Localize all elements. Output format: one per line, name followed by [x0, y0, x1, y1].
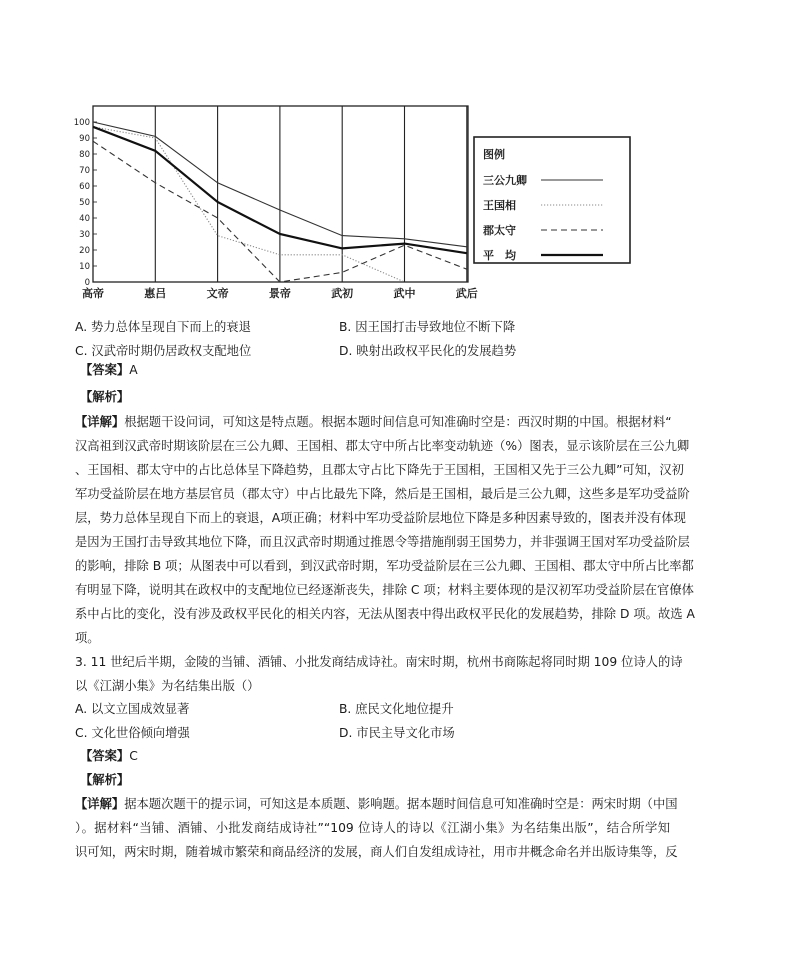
answer-value: A	[129, 363, 138, 377]
q3-answer: 【答案】C	[80, 749, 138, 763]
y-tick-label: 60	[79, 182, 90, 192]
q3-detail: 【详解】据本题次题干的提示词，可知这是本质题、影响题。据本题时间信息可知准确时空是：两宋时期（中国 ）。据材料“当铺、酒铺、小批发商结成诗社”“109 位诗人的诗以《江湖小集》为名结集出版”，结合所学知 识可知，两宋时期，随着城市繁荣和商品经济的发展，商人们自发组成诗社，用市井概念命名并出版诗集等，反	[75, 797, 678, 859]
y-tick-label: 70	[79, 166, 90, 176]
q3-option-d[interactable]: D. 市民主导文化市场	[339, 726, 455, 740]
chart-frame	[93, 106, 468, 282]
q3-option-b[interactable]: B. 庶民文化地位提升	[339, 702, 454, 716]
legend-label-0: 三公九卿	[483, 174, 527, 187]
y-tick-label: 80	[79, 150, 90, 160]
q2-option-b[interactable]: B. 因王国打击导致地位不断下降	[339, 320, 516, 334]
plot-border	[93, 106, 468, 282]
x-tick-label: 武初	[331, 287, 354, 300]
line-chart	[73, 101, 478, 306]
q3-option-a[interactable]: A. 以文立国成效显著	[75, 702, 190, 716]
x-tick-label: 高帝	[82, 287, 104, 300]
q2-answer	[80, 362, 138, 378]
x-axis	[82, 286, 478, 300]
y-tick-label: 0	[84, 278, 90, 288]
series-line-1	[93, 127, 405, 282]
q2-option-d[interactable]: D. 映射出政权平民化的发展趋势	[339, 344, 517, 358]
y-tick-label: 30	[79, 230, 90, 240]
q3-analysis-tag: 【解析】	[80, 773, 130, 787]
q3-option-c[interactable]: C. 文化世俗倾向增强	[75, 726, 190, 740]
y-tick-label: 20	[79, 246, 90, 256]
q2-analysis-tag: 【解析】	[80, 390, 130, 404]
answer-tag: 【答案】	[80, 363, 130, 377]
y-tick-label: 90	[79, 134, 90, 144]
legend-title: 图例	[483, 148, 505, 161]
q2-option-a[interactable]: A. 势力总体呈现自下而上的衰退	[75, 320, 251, 334]
y-tick-label: 40	[79, 214, 90, 224]
q3-stem: 3. 11 世纪后半期，金陵的当铺、酒铺、小批发商结成诗社。南宋时期，杭州书商陈起将同时期 109 位诗人的诗 以《江湖小集》为名结集出版（）	[75, 655, 683, 693]
y-tick-label: 100	[73, 118, 90, 128]
x-tick-label: 惠吕	[144, 287, 167, 300]
x-tick-label: 武中	[393, 287, 416, 300]
x-tick-label: 武后	[455, 287, 478, 300]
legend-label-2: 郡太守	[483, 224, 516, 237]
legend-label-3: 平 均	[483, 249, 516, 262]
x-tick-label: 景帝	[268, 287, 291, 300]
legend-label-1: 王国相	[483, 199, 516, 212]
y-tick-label: 50	[79, 198, 90, 208]
y-tick-label: 10	[79, 262, 90, 272]
chart-legend	[473, 136, 633, 266]
q2-option-c[interactable]: C. 汉武帝时期仍居政权支配地位	[75, 344, 252, 358]
x-tick-label: 文帝	[206, 287, 229, 300]
q2-detail: 【详解】根据题干设问词，可知这是特点题。根据本题时间信息可知准确时空是：西汉时期的中国。根据材料“ 汉高祖到汉武帝时期该阶层在三公九卿、王国相、郡太守中所占比率变动轨迹（%）图表，显示该阶层在三公九卿 、王国相、郡太守中的占比总体呈下降趋势，且郡太守占比下降先于王国相，王国相又先于三公九卿”可知，汉初 军功受益阶层在地方基层官员（郡太守）中占比最先下降，然后是王国相，最后是三公九卿，这些多是军功受益阶 层，势力总体呈现自下而上的衰退，A项正确；材料中军功受益阶层地位下降是多种因素导致的，图表并没有体现 是因为王国打击导致其地位下降，而且汉武帝时期通过推恩令等措施削弱王国势力，并非强调王国对军功受益阶层 的影响，排除 B 项；从图表中可以看到，到汉武帝时期，军功受益阶层在三公九卿、王国相、郡太守中所占比率都 有明显下降，说明其在政权中的支配地位已经逐渐丧失，排除 C 项；材料主要体现的是汉初军功受益阶层在官僚体 系中占比的变化，没有涉及政权平民化的相关内容，无法从图表中得出政权平民化的发展趋势，排除 D 项。故选 A 项。	[75, 415, 695, 645]
